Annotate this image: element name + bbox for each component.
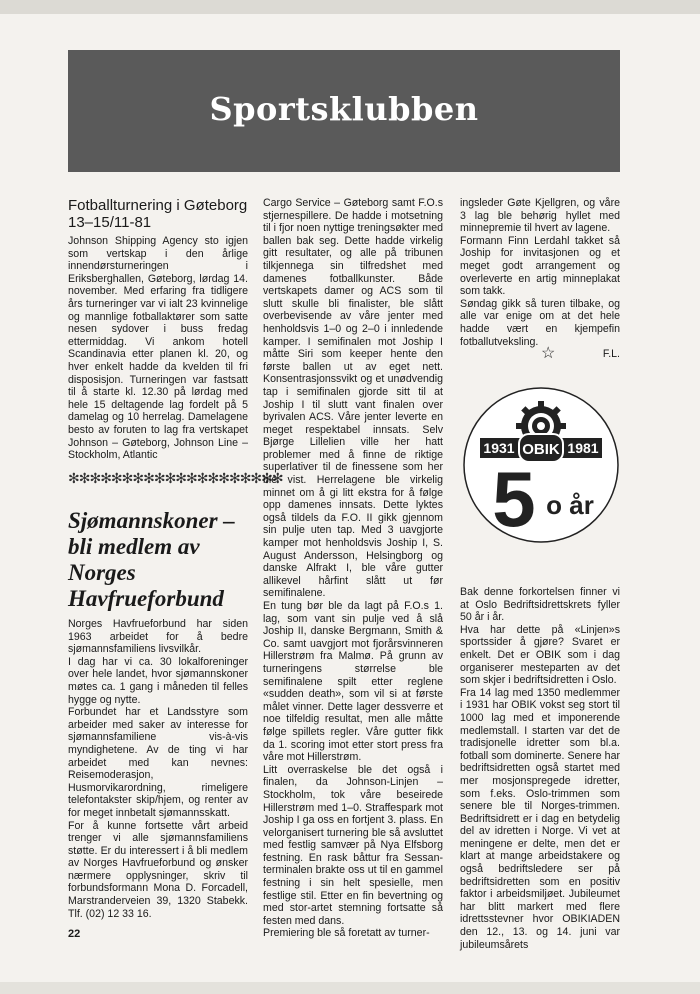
article-headline-football: Fotballturnering i Gøteborg 13–15/11-81	[68, 197, 248, 231]
football-paragraph-3: En tung bør ble da lagt på F.O.s 1. lag, som vant sin pulje ved å slå Joship II, danske Bergmann, Smith & Co. samt uavgjort mot fjorårsvinneren Hillerstrøm fra Malmø. På grunn av turneringens størrelse ble semifinalene spilt etter reglene «sudden death», som vil si at første målet vinner. Dette lager dessverre et noe tilfeldig resultat, men alle måtte følge spillets regler. Våre gutter fikk da 1. scoring imot etter stort press fra våre mot Hillerstrøm.	[263, 600, 443, 764]
previous-page-bleed	[0, 0, 700, 14]
column-2	[263, 197, 443, 940]
football-paragraph-8: Søndag gikk så turen tilbake, og alle var enige om at det hele hadde vært en kjempefin fotballutveksling.	[460, 297, 620, 348]
football-paragraph-6: ingsleder Gøte Kjellgren, og våre 3 lag ble behørig hyllet med minnepremie til hvert av lagene.	[460, 197, 620, 235]
author-signature: F.L.	[602, 348, 620, 361]
column-3-lower	[460, 586, 620, 951]
havfrue-paragraph-1: Norges Havfrueforbund har siden 1963 arbeidet for å bedre sjømannsfamiliens livsvilkår.	[68, 618, 248, 656]
obik-paragraph-3: Fra 14 lag med 1350 medlemmer i 1931 har OBIK vokst seg stort til 1000 lag med et imponerende medlemstall. I starten var det de tradisjonelle idretter som bl.a. fotball som dominerte. Senere har bedriftsidretten også startet med mer mosjonspregede idretter, som f.eks. Oslo-trimmen som senere ble til Norges-trimmen. Bedriftsidrett er i dag en betydelig del av idretten i Norge. Vi vet at meningene er delte, men det er klart at mange arbeidstakere og også bedriftsledere ser på bedriftsidretten som en positiv faktor i arbeidsmiljøet. Jubileumet har blitt markert med flere idrettsstevner hvor OBIKIADEN den 12., 13. og 14. juni var jubileumsårets	[460, 686, 620, 951]
logo-year-right: 1981	[567, 440, 599, 456]
obik-paragraph-1: Bak denne forkortelsen finner vi at Oslo Bedriftsidrettskrets fyller 50 år i år.	[460, 586, 620, 624]
logo-year-left: 1931	[483, 440, 515, 456]
page-number: 22	[68, 928, 81, 940]
logo-big-digit: 5	[492, 455, 536, 543]
next-page-bleed	[0, 982, 700, 994]
column-1	[68, 197, 248, 462]
section-banner	[68, 50, 620, 172]
article-headline-havfrue: Sjømannskoner – bli medlem av Norges Havfrueforbund	[68, 508, 235, 611]
havfrue-paragraph-2: I dag har vi ca. 30 lokalforeninger over hele landet, hvor sjømannskoner møtes ca. 1 gang i måneden til felles hygge og nytte.	[68, 655, 248, 706]
football-paragraph-7: Formann Finn Lerdahl takket så Joship for invitasjonen og et meget godt arrangement og overleverte en artig minneplakat som takk.	[460, 234, 620, 298]
decorative-divider: ✻✻✻✻✻✻✻✻✻✻✻✻✻✻✻✻✻✻✻✻	[68, 470, 283, 486]
section-title: Sportsklubben	[209, 90, 479, 128]
obik-logo-graphic	[462, 386, 620, 544]
column-3	[460, 197, 620, 361]
logo-name: OBIK	[522, 441, 560, 458]
football-paragraph-5: Premiering ble så foretatt av turner-	[263, 927, 430, 940]
star-separator-icon: ☆	[541, 345, 556, 362]
article-body-football-part1: Johnson Shipping Agency sto igjen som vertskap i den årlige innendørsturneringen i Eriksberghallen, Gøteborg, lørdag 14. november. Med erfaring fra tidligere års turneringer var vi ialt 23 kvinnelige og mannlige fotballaktører som satte nesen sydover i buss fredag ettermiddag. Vi ankom hotell Scandinavia etter planen kl. 20, og hver enkelt hadde da kvelden til fri disposisjon. Turneringen var fastsatt til å starte kl. 12.30 på lørdag med hele 15 deltagende lag fordelt på 5 damelag og 10 herrelag. Damelagene besto av foruten to lag fra vertskapet Johnson – Gøteborg, Johnson Line – Stockholm, Atlantic	[68, 235, 248, 462]
logo-small-text: o år	[546, 490, 594, 520]
column-1-lower	[68, 508, 248, 920]
havfrue-paragraph-4: For å kunne fortsette vårt arbeid trenger vi alle sjømannsfamiliens støtte. Er du interessert i å bli medlem av Norges Havfrueforbund og ønsker nærmere opplysninger, skriv til forbundsformann Mona D. Forcadell, Marstranderveien 39, 1320 Stabekk. Tlf. (02) 12 33 16.	[68, 819, 248, 920]
havfrue-paragraph-3: Forbundet har et Landsstyre som arbeider med saker av interesse for sjømannsfamiliene vis-à-vis myndighetene. Av de ting vi har arbeidet med kan nevnes: Reisemoderasjon, Husmorvikarordning, rimeligere telefontakster skip/hjem, og renter av for meget innbetalt sjømannsskatt.	[68, 706, 248, 819]
football-paragraph-4: Litt overraskelse ble det også i finalen, da Johnson-Linjen – Stockholm, tok våre beseirede Hillerstrøm med 1–0. Straffespark mot Joship I ga oss en fortjent 3. plass. En velorganisert turnering ble så avsluttet med festlig samvær på Nya Elfsborg festning. En rask båttur fra Sessan-terminalen brakte oss ut til en gammel festning i sin helt spesielle, men festlige stil. Etter en fin bevertning og med stor-artet stemning fortsatte så festen med dans.	[263, 763, 443, 927]
obik-paragraph-2: Hva har dette på «Linjen»s sportssider å gjøre? Svaret er enkelt. Det er OBIK som i dag organiserer mesteparten av det som skjer i bedriftsidretten i Oslo.	[460, 623, 620, 687]
obik-50-logo	[462, 386, 620, 544]
football-paragraph-2: Cargo Service – Gøteborg samt F.O.s stjernespillere. De hadde i motsetning til i fjor noen nyttige treningsøkter med ballen bak seg. Dette hadde virkelig gitt resultater, og alle på tribunen tilkjennega sin tilfredshet med damenes fotballkunster. Både vertskapets damer og ACS som til slutt skulle bli finalister, ble slått overbevisende av våre jenter med henholdsvis 1–0 og 2–0 i innledende kamper. I semifinalen mot Joship I måtte Siri som keeper hente den første ballen ut av eget nett. Konsentrasjonssvikt og et unødvendig tap i semifinalen gjorde sitt til at Joship I til slutt vant finalen over byrivalen ACS. Våre jenter leverte en meget respektabel innsats. Selv Bjørge Lillelien ville her hatt problemer med å finne de riktige superlativer til de finessene som her ble vist. Herrelagene ble virkelig minnet om å gi litt ekstra for å følge opp damenes innsats. Dette lyktes også tildels da F.O. II gikk gjennom sin pulje uten tap. Med 3 uavgjorte kamper mot henholdsvis Joship I, S. August Andersson, Helsingborg og danske Alfrakt I, ble våre gutter allikevel hårfint slått ut før semifinalene.	[263, 197, 443, 600]
